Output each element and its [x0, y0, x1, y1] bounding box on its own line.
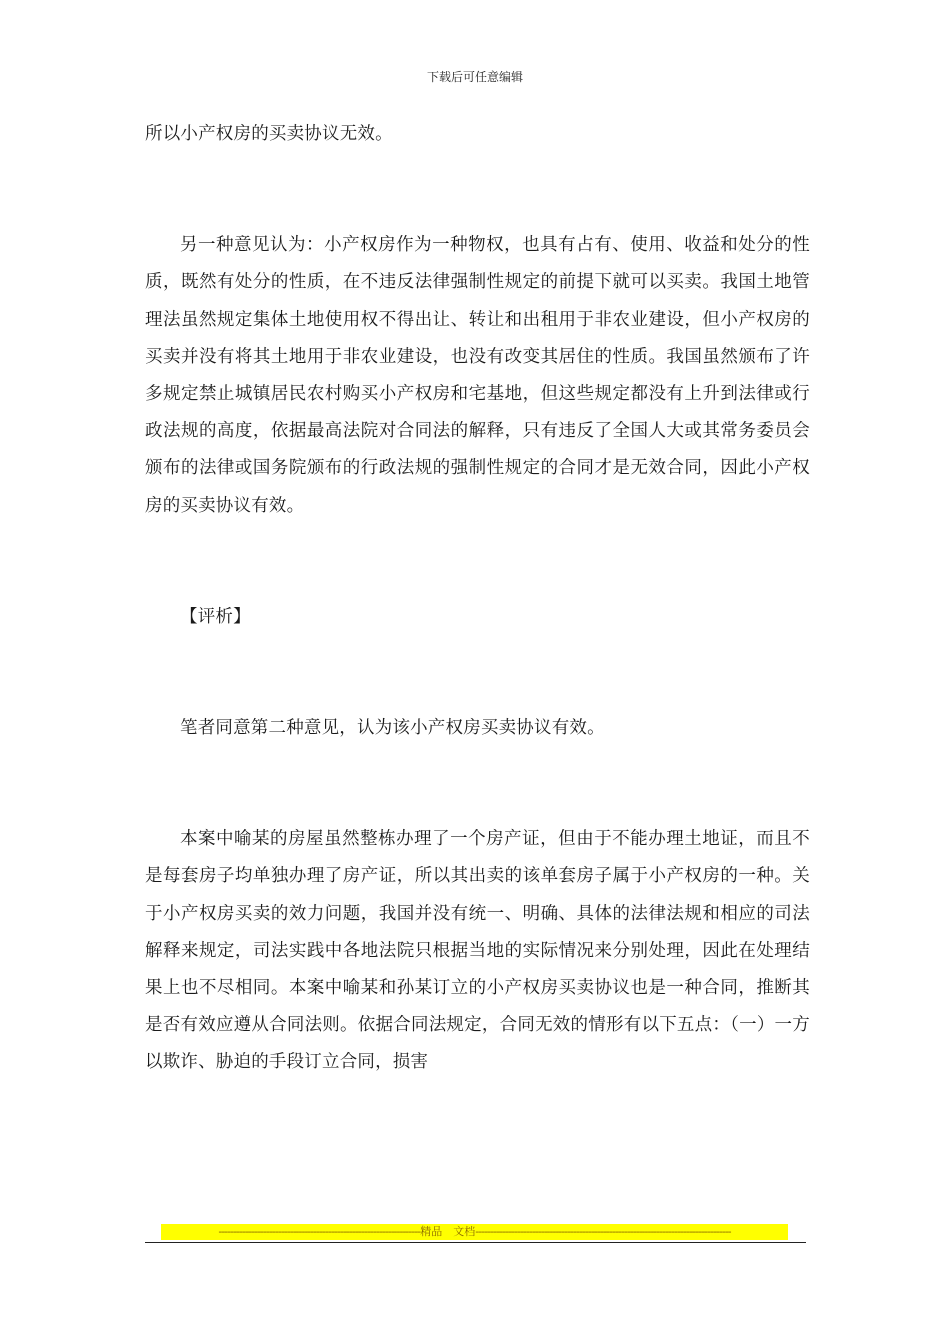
- footer-dashes-right: --------------------------------------------------------------------------------------: [475, 1225, 731, 1238]
- footer-rule: [145, 1242, 806, 1243]
- paragraph-gap: [145, 747, 810, 821]
- paragraph-second-opinion: 另一种意见认为：小产权房作为一种物权，也具有占有、使用、收益和处分的性质，既然有处分的性质，在不违反法律强制性规定的前提下就可以买卖。我国土地管理法虽然规定集体土地使用权不得出让、转让和出租用于非农业建设，但小产权房的买卖并没有将其土地用于非农业建设，也没有改变其居住的性质。我国虽然颁布了许多规定禁止城镇居民农村购买小产权房和宅基地，但这些规定都没有上升到法律或行政法规的高度，依据最高法院对合同法的解释，只有违反了全国人大或其常务委员会颁布的法律或国务院颁布的行政法规的强制性规定的合同才是无效合同，因此小产权房的买卖协议有效。: [145, 235, 810, 516]
- document-body: [145, 116, 810, 1082]
- section-heading-analysis: 【评析】: [180, 606, 251, 627]
- paragraph-case-analysis: 本案中喻某的房屋虽然整栋办理了一个房产证，但由于不能办理土地证，而且不是每套房子均单独办理了房产证，所以其出卖的该单套房子属于小产权房的一种。关于小产权房买卖的效力问题，我国并没有统一、明确、具体的法律法规和相应的司法解释来规定，司法实践中各地法院只根据当地的实际情况来分别处理，因此在处理结果上也不尽相同。本案中喻某和孙某订立的小产权房买卖协议也是一种合同，推断其是否有效应遵从合同法则。依据合同法规定，合同无效的情形有以下五点：（一）一方以欺诈、胁迫的手段订立合同，损害: [145, 829, 810, 1073]
- page-header-note: 下载后可任意编辑: [426, 70, 523, 84]
- footer-label: 精品 文档: [420, 1225, 476, 1238]
- footer-dashes-left: --------------------------------------------------------------------: [218, 1225, 421, 1238]
- paragraph-gap: [145, 525, 810, 599]
- paragraph-gap: [145, 153, 810, 227]
- paragraph-continuation: 所以小产权房的买卖协议无效。: [145, 124, 393, 144]
- footer-banner: [161, 1224, 788, 1240]
- paragraph-gap: [145, 636, 810, 710]
- paragraph-author-opinion: 笔者同意第二种意见，认为该小产权房买卖协议有效。: [180, 718, 605, 739]
